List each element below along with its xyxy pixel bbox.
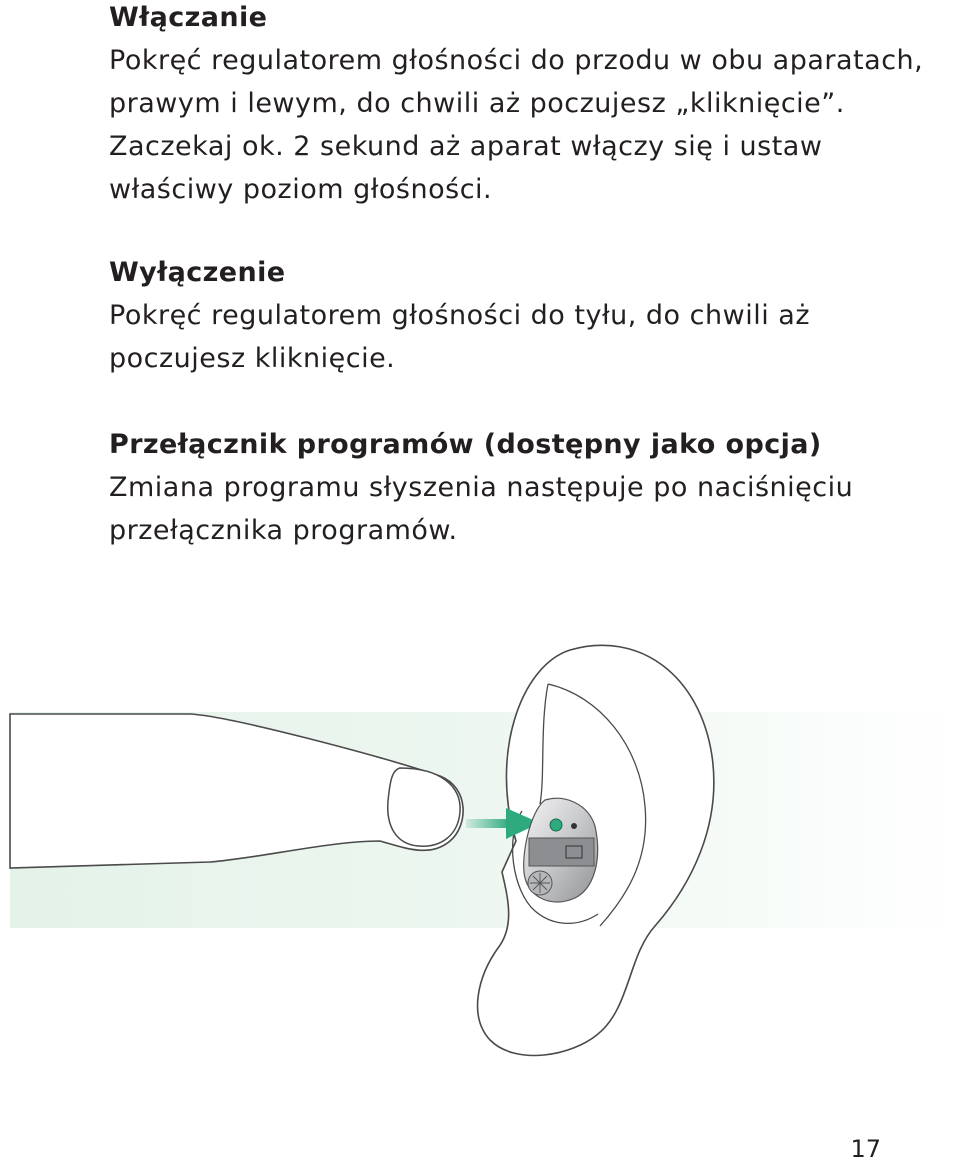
section-heading: Przełącznik programów (dostępny jako opcja) — [109, 429, 822, 460]
section-switching-off — [109, 252, 929, 380]
section-paragraph: Pokręć regulatorem głośności do tyłu, do chwili aż poczujesz kliknięcie. — [109, 300, 811, 374]
section-switching-on — [109, 0, 929, 211]
section-paragraph: Pokręć regulatorem głośności do przodu w obu aparatach, prawym i lewym, do chwili aż poczujesz „kliknięcie”. Zaczekaj ok. 2 sekund aż aparat włączy się i ustaw właściwy poziom głośności. — [109, 45, 924, 205]
hearing-aid-device — [524, 798, 598, 902]
section-heading: Wyłączenie — [109, 257, 286, 288]
program-button-icon — [550, 819, 562, 831]
page-number: 17 — [850, 1135, 881, 1163]
section-heading: Włączanie — [109, 2, 268, 33]
section-paragraph: Zmiana programu słyszenia następuje po naciśnięciu przełącznika programów. — [109, 472, 854, 546]
section-program-switch — [109, 424, 929, 552]
hearing-aid-illustration — [0, 636, 960, 1076]
